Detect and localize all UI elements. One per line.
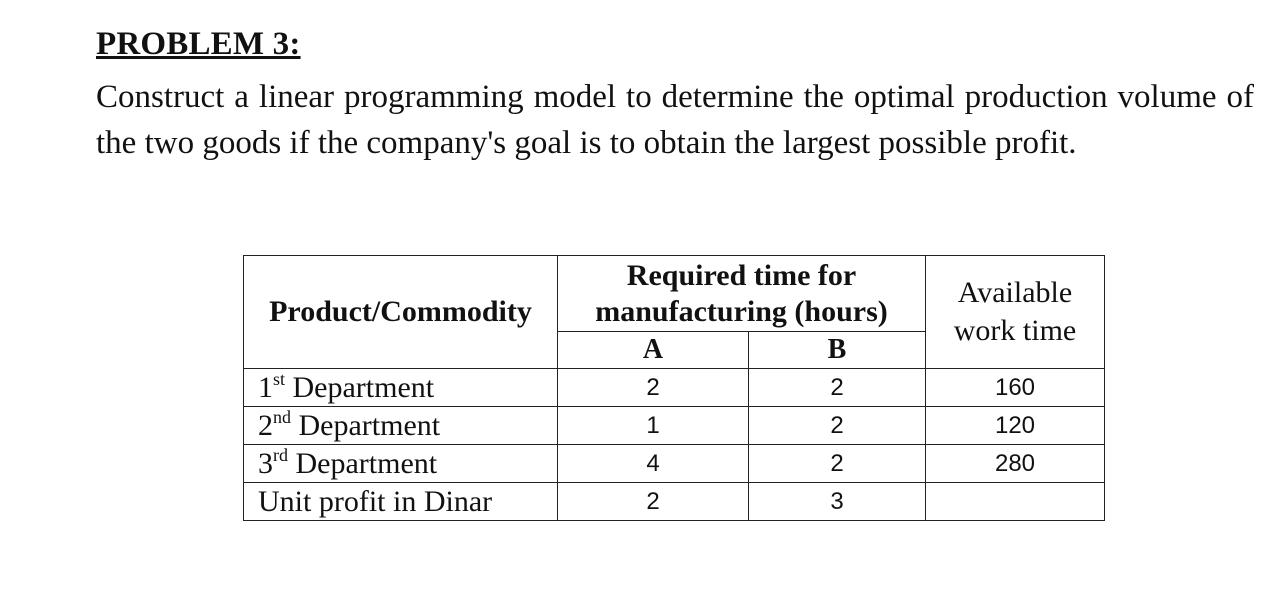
cell-profit-a: 2 [558,483,749,521]
cell-profit-b: 3 [749,483,926,521]
problem-statement: Construct a linear programming model to determine the optimal production volume of the two goods if the company's goal is to obtain the largest possible profit. [96,79,1254,161]
cell-profit-available [926,483,1105,521]
cell-available: 160 [926,369,1105,407]
row-label [244,407,558,445]
cell-a: 2 [558,369,749,407]
cell-available: 120 [926,407,1105,445]
cell-b: 2 [749,407,926,445]
header-product-commodity: Product/Commodity [244,256,558,369]
header-available-work-time: Available work time [926,256,1105,369]
row-ordinal-suffix: st [273,368,286,389]
table-row-unit-profit [244,483,1105,521]
row-ordinal: 2 [258,408,273,442]
cell-a: 4 [558,445,749,483]
cell-available: 280 [926,445,1105,483]
row-label-text: Department [298,408,441,442]
row-ordinal: 1 [258,370,273,404]
header-col-b: B [749,332,926,369]
row-label-text: Department [292,370,435,404]
table-header-row [244,256,1105,332]
cell-b: 2 [749,369,926,407]
problem-heading: PROBLEM 3: [96,26,301,62]
row-ordinal-suffix: nd [273,406,291,427]
production-table [243,255,1105,521]
header-col-a: A [558,332,749,369]
row-ordinal: 3 [258,446,273,480]
cell-b: 2 [749,445,926,483]
unit-profit-label: Unit profit in Dinar [244,483,558,521]
row-label-text: Department [295,446,438,480]
row-ordinal-suffix: rd [273,444,288,465]
table-row [244,445,1105,483]
table-row [244,407,1105,445]
table-row [244,369,1105,407]
row-label [244,445,558,483]
header-required-time: Required time for manufacturing (hours) [558,256,926,332]
row-label [244,369,558,407]
cell-a: 1 [558,407,749,445]
